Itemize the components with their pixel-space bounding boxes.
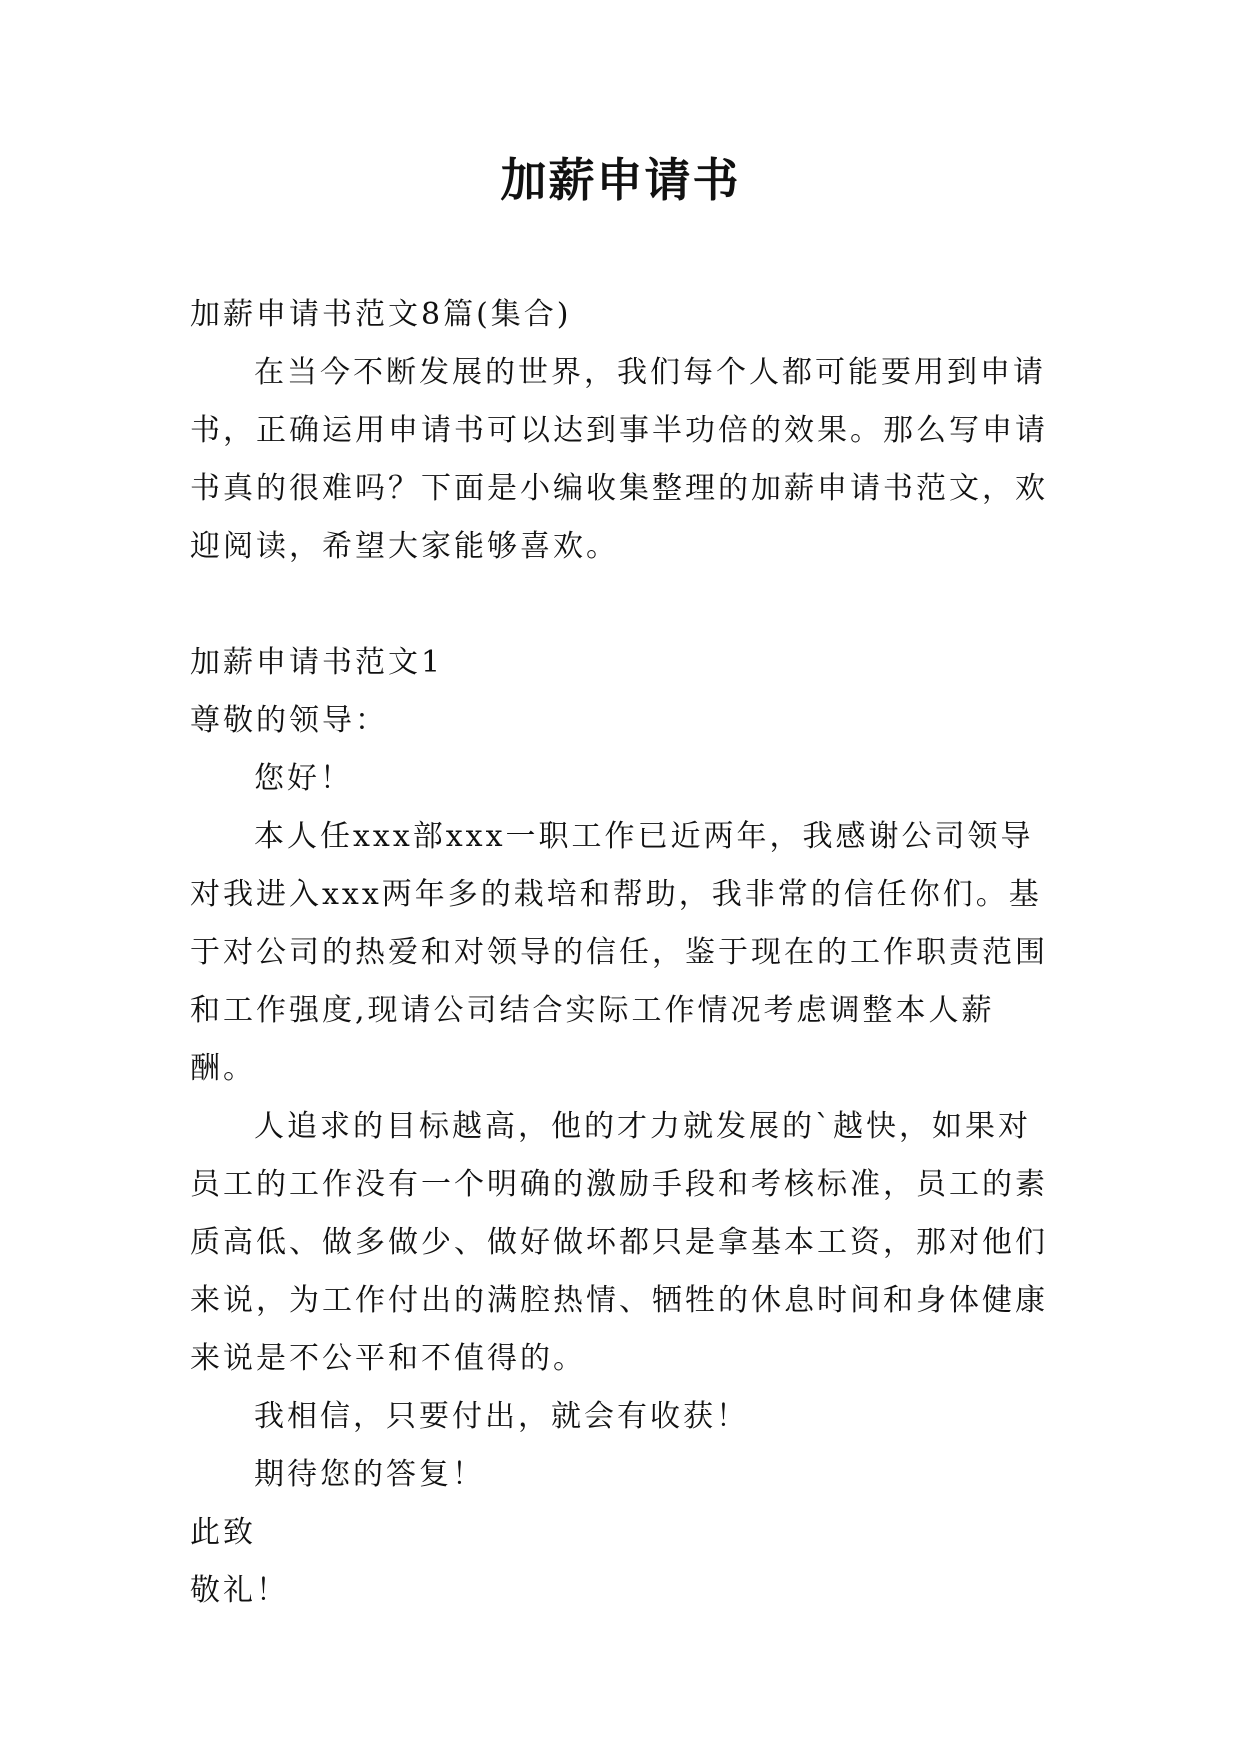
letter-salutation: 尊敬的领导： — [190, 703, 388, 738]
document-body — [190, 286, 1060, 1620]
letter-paragraph-4: 期待您的答复！ — [254, 1457, 485, 1492]
letter-closing-1: 此致 — [190, 1515, 256, 1550]
document-title: 加薪申请书 — [500, 153, 741, 207]
letter-paragraph-3: 我相信，只要付出，就会有收获！ — [254, 1399, 749, 1434]
letter-greeting: 您好！ — [254, 761, 353, 796]
letter-closing-2: 敬礼！ — [190, 1573, 289, 1608]
section-heading: 加薪申请书范文1 — [190, 645, 444, 680]
document-subtitle: 加薪申请书范文8篇(集合) — [190, 297, 572, 332]
paragraph-gap — [190, 576, 1060, 634]
letter-paragraph-2: 人追求的目标越高，他的才力就发展的`越快，如果对员工的工作没有一个明确的激励手段和考核标准，员工的素质高低、做多做少、做好做坏都只是拿基本工资，那对他们来说，为工作付出的满腔热情、牺牲的休息时间和身体健康来说是不公平和不值得的。 — [190, 1109, 1048, 1376]
intro-paragraph: 在当今不断发展的世界，我们每个人都可能要用到申请书，正确运用申请书可以达到事半功倍的效果。那么写申请书真的很难吗？下面是小编收集整理的加薪申请书范文，欢迎阅读，希望大家能够喜欢。 — [190, 355, 1048, 564]
letter-paragraph-1: 本人任xxx部xxx一职工作已近两年，我感谢公司领导对我进入xxx两年多的栽培和帮助，我非常的信任你们。基于对公司的热爱和对领导的信任，鉴于现在的工作职责范围和工作强度,现请公司结合实际工作情况考虑调整本人薪酬。 — [190, 819, 1048, 1086]
